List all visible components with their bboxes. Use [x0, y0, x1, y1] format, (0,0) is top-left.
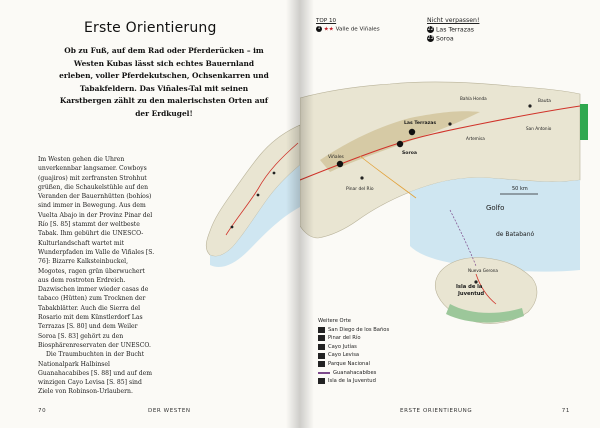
map-town-dot: [360, 176, 363, 179]
legend-item-label: Parque Nacional: [328, 360, 370, 367]
folio-page-number: 71: [561, 408, 570, 414]
map-place-label: Viñales: [328, 155, 344, 160]
map-gulf: [410, 178, 580, 272]
legend-item-label: San Diego de los Baños: [328, 326, 390, 333]
map-place-label: Bauta: [538, 99, 551, 104]
legend-square-icon: [318, 335, 325, 341]
item-number: 23: [427, 35, 434, 41]
not-to-miss-item: [427, 35, 479, 43]
legend-item-label: Pinar del Río: [328, 335, 361, 342]
map-marker-22: [409, 129, 415, 135]
item-text: Soroa: [435, 35, 454, 42]
map-town-dot: [257, 194, 260, 197]
not-to-miss-box: [427, 17, 479, 43]
legend-item: [318, 360, 389, 369]
legend-item-label: Isla de la Juventud: [328, 378, 376, 385]
intro-paragraph: Ob zu Fuß, auf dem Rad oder Pferderücken – im Westen Kubas lässt sich echtes Bauernland erleben, voller Pferdekutschen, Ochsenkarren und Tabakfeldern. Das Viñales-Tal mit seinen Karstbergen zählt zu den malerischsten Orten auf der Erdkugel!: [59, 46, 269, 118]
gutter-shadow-right: [300, 0, 314, 428]
not-to-miss-item: [427, 26, 479, 34]
legend-square-icon: [318, 344, 325, 350]
map-place-label: Bahía Honda: [460, 96, 487, 101]
legend-item-label: Cayo Jutías: [328, 343, 357, 350]
top10-item: Valle de Viñales: [335, 26, 380, 33]
legend-square-icon: [318, 361, 325, 367]
legend-square-icon: [318, 327, 325, 333]
folio-page-number: 70: [38, 408, 47, 414]
map-town-dot: [448, 122, 451, 125]
map-town-dot: [528, 104, 531, 107]
map-place-label: San Antonio: [526, 126, 552, 131]
right-page: [300, 0, 600, 428]
folio-running-head: ERSTE ORIENTIERUNG: [400, 408, 473, 414]
legend-square-icon: [318, 378, 325, 384]
chapter-thumb-tab: [580, 104, 588, 140]
map-town-dot: [231, 226, 234, 229]
not-to-miss-label: Nicht verpassen!: [427, 17, 480, 24]
map-legend: [318, 317, 389, 386]
body-paragraph-1: Im Westen gehen die Uhren unverkennbar langsamer. Cowboys (guajiros) mit zerfransten Strohhut grüßen, die Schaukelstühle auf den Veranden der Bauernhütten (bohíos) sind immer in Bewegung. Aus dem Vuelta Abajo in der Provinz Pinar del Río [S. 85] stammt der weltbeste Tabak. Ihm gebührt die UNESCO-Kulturlandschaft wartet mit Wunderpfaden im Valle de Viñales [S. 76]: Bizarre Kalksteinbuckel, Mogotes, ragen grün überwuchert aus dem rostroten Erdreich. Dazwischen immer wieder casas de tabaco (Hütten) zum Trocknen der Tabakblätter. Auch die Sierra del Rosario mit dem Künstlerdorf Las Terrazas [S. 80] und dem Weiler Soroa [S. 83] gehört zu den Biosphärenreservaten der UNESCO.: [38, 156, 155, 349]
map-scale-label: 50 km: [512, 186, 528, 192]
item-number: 22: [427, 27, 434, 32]
map-place-label: Pinar del Río: [346, 187, 374, 192]
legend-line-icon: [318, 372, 330, 374]
legend-item: [318, 343, 389, 352]
map-place-label: Nueva Gerona: [468, 268, 498, 273]
rating-stars: ★★: [323, 26, 334, 33]
legend-title: Weitere Orte: [318, 318, 351, 324]
page-title: Erste Orientierung: [84, 20, 217, 36]
legend-item: [318, 369, 389, 378]
legend-item: [318, 334, 389, 343]
map-sea-label: de Batabanó: [496, 231, 535, 238]
map-place-label: Artemisa: [466, 136, 485, 141]
map-marker-1: [337, 161, 343, 167]
map-town-dot: [273, 172, 276, 175]
body-text: [38, 155, 156, 397]
item-text: Las Terrazas: [435, 26, 474, 34]
map-sea-label: Golfo: [486, 204, 505, 212]
map-island-label: Juventud: [458, 291, 485, 297]
gutter-shadow-left: [286, 0, 300, 428]
map-marker-23: [397, 141, 403, 147]
map-place-label: Las Terrazas: [404, 121, 437, 126]
legend-item: [318, 326, 389, 335]
body-paragraph-2: Die Traumbuchten in der Bucht Nationalpark Halbinsel Guanahacabibes [S. 88] und auf dem winzigen Cayo Levisa [S. 85] sind Ziele von Robinson-Urlaubern.: [38, 351, 153, 396]
legend-item-label: Cayo Levisa: [328, 352, 360, 359]
map-island-label: Isla de la: [456, 284, 483, 290]
legend-square-icon: [318, 353, 325, 359]
map-left-part: [170, 95, 300, 315]
legend-item: [318, 351, 389, 360]
map-place-label: Soroa: [402, 151, 417, 156]
legend-item-label: Guanahacabibes: [333, 369, 377, 376]
legend-item: [318, 377, 389, 386]
top10-number: 1: [317, 26, 321, 31]
top10-label: TOP 10: [316, 18, 337, 24]
top10-box: [316, 18, 380, 33]
folio-running-head: DER WESTEN: [148, 408, 191, 414]
